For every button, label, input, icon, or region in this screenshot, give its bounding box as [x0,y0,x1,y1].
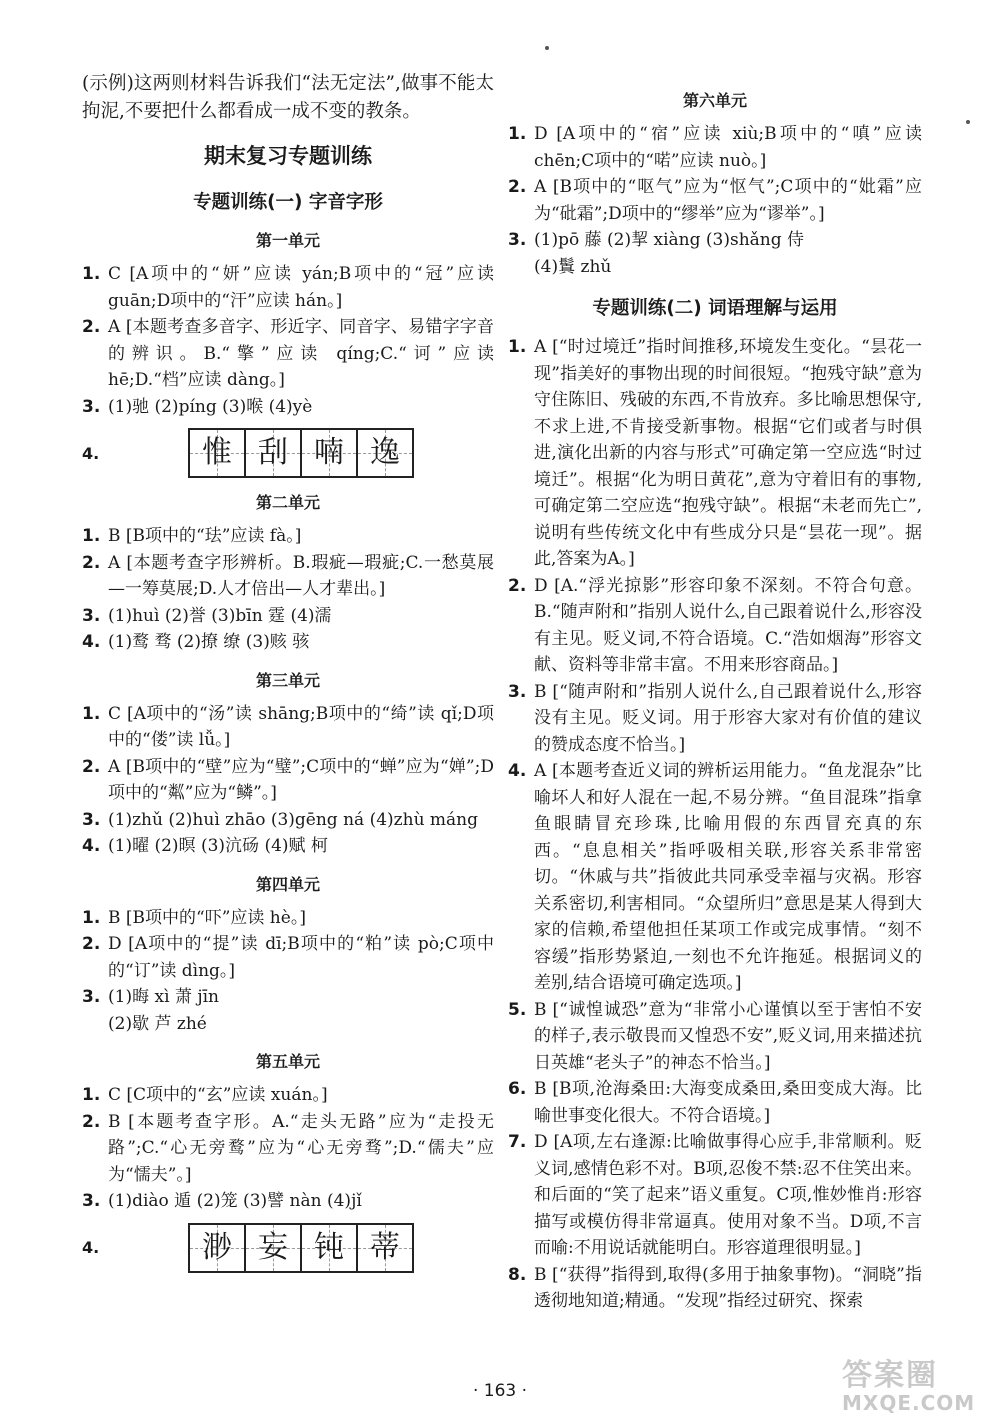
list-item: 4. (1)鹜 骛 (2)撩 缭 (3)赅 骇 [82,632,310,652]
unit-heading-6: 第六单元 [682,91,747,110]
list-item: 1. C [C项中的“玄”应读 xuán。] [82,1085,328,1105]
char-grid-row-1: 4. 惟 刮 喃 逸 [82,428,494,478]
list-item: 2. D [A.“浮光掠影”形容印象不深刻。不符合句意。B.“随声附和”指别人说什么,自己跟着说什么,形容没有主见。贬义词,不符合语境。C.“浩如烟海”形容文献、资料等非常丰富。不用来形容商品。] [508,575,922,675]
list-item: 2. A [B项中的“壁”应为“璧”;C项中的“蝉”应为“婵”;D项中的“粼”应为“鳞”。] [82,756,494,803]
unit-heading-1: 第一单元 [255,231,320,250]
intro-paragraph: (示例)这两则材料告诉我们“法无定法”,做事不能太拘泥,不要把什么都看成一成不变的教条。 [82,73,494,122]
list-item: 2. D [A项中的“提”读 dī;B项中的“粕”读 pò;C项中的“订”读 dìng。] [82,934,494,981]
list-item: 4. (1)曜 (2)暝 (3)沆砀 (4)赋 柯 [82,836,328,856]
list-item: 2. B [本题考查字形。A.“走头无路”应为“走投无路”;C.“心无旁鹜”应为“心无旁骛”;D.“儒夫”应为“懦夫”。] [82,1111,494,1185]
list-item: 1. B [B项中的“珐”应读 fà。] [82,526,302,546]
speck-dot [545,46,549,50]
grid-cell: 妄 [246,1223,302,1273]
char-grid-row-2: 4. 渺 妄 钝 蒂 [82,1223,494,1273]
grid-cell: 钝 [302,1223,358,1273]
list-item: 6. B [B项,沧海桑田:大海变成桑田,桑田变成大海。比喻世事变化很大。不符合语境。] [508,1079,922,1126]
unit-heading-2: 第二单元 [255,493,320,512]
list-item: 1. B [B项中的“吓”应读 hè。] [82,907,306,928]
right-column [508,88,922,1315]
page-title: 期末复习专题训练 [204,144,372,168]
list-item: 2. A [本题考查多音字、形近字、同音字、易错字字音的辨识。B.“擎”应读 qíng;C.“诃”应读 hē;D.“档”应读 dàng。] [82,317,494,390]
list-item: 4. A [本题考查近义词的辨析运用能力。“鱼龙混杂”比喻坏人和好人混在一起,不易分辨。“鱼目混珠”指拿鱼眼睛冒充珍珠,比喻用假的东西冒充真的东西。“息息相关”指呼吸相关联,形容关系非常密切。“休戚与共”指彼此共同承受幸福与灾祸。形容关系密切,利害相同。“众望所归”意思是某人得到大家的信赖,希望他担任某项工作或完成事情。“刻不容缓”指形势紧迫,一刻也不允许拖延。根据词义的差别,结合语境可确定选项。] [508,761,922,993]
list-item: 3. (1)pō 藤 (2)挈 xiàng (3)shǎng 侍 (4)鬒 zhǔ [508,230,805,277]
list-item: 1. A [“时过境迁”指时间推移,环境发生变化。“昙花一现”指美好的事物出现的时间很短。“抱残守缺”意为守住陈旧、残破的东西,不肯放弃。多比喻思想保守,不求上进,不肯接受新事物。根据“它们或者与时俱进,演化出新的内容与形式”可确定第一空应选“时过境迁”。根据“化为明日黄花”,意为守着旧有的事物,可确定第二空应选“抱残守缺”。根据“未老而先亡”,说明有些传统文化中有些成分只是“昙花一现”。据此,答案为A。] [508,337,922,569]
list-item: 8. B [“获得”指得到,取得(多用于抽象事物)。“洞晓”指透彻地知道;精通。“发现”指经过研究、探索 [508,1264,922,1311]
list-item: 1. C [A项中的“汤”读 shāng;B项中的“绮”读 qǐ;D项中的“偻”读 lǚ。] [82,703,494,750]
list-item: 1. C [A项中的“妍”应读 yán;B项中的“冠”应读guān;D项中的“汗”应读 hán。] [82,264,494,311]
unit-heading-5: 第五单元 [255,1052,320,1071]
list-item: 3. (1)huì (2)誉 (3)bīn 霆 (4)濡 [82,605,332,626]
list-item: 5. B [“诚惶诚恐”意为“非常小心谨慎以至于害怕不安的样子,表示敬畏而又惶恐不安”,贬义词,用来描述抗日英雄“老头子”的神态不恰当。] [508,999,922,1073]
left-column [82,70,494,1281]
grid-cell: 刮 [246,428,302,478]
list-item: 3. (1)zhǔ (2)huì zhāo (3)gēng ná (4)zhù máng [82,809,479,830]
watermark-bottom: MXQE.COM [842,1391,976,1415]
grid-cell: 渺 [188,1223,246,1273]
list-item: 3. (1)diào 遁 (2)笼 (3)譬 nàn (4)jǐ [82,1191,362,1211]
char-grid [188,428,414,478]
section-subtitle-2: 专题训练(二) 词语理解与运用 [592,298,838,319]
unit-heading-4: 第四单元 [255,874,320,894]
list-item: 2. A [本题考查字形辨析。B.瑕疵—瑕疵;C.一愁莫展—一筹莫展;D.人才倍出—人才辈出。] [82,552,494,599]
list-item: 2. A [B项中的“呕气”应为“怄气”;C项中的“妣霜”应为“砒霜”;D项中的“缪举”应为“谬举”。] [508,177,922,224]
char-grid [188,1223,414,1273]
list-item: 3. (1)晦 xì 萧 jīn (2)歇 芦 zhé [82,987,219,1034]
list-item: 3. (1)驰 (2)píng (3)喉 (4)yè [82,396,313,417]
grid-cell: 喃 [302,428,358,478]
grid-cell: 惟 [188,428,246,478]
list-item: 7. D [A项,左右逢源:比喻做事得心应手,非常顺利。贬义词,感情色彩不对。B项,忍俊不禁:忍不住笑出来。和后面的“笑了起来”语义重复。C项,惟妙惟肖:形容描写或模仿得非常逼真。使用对象不当。D项,不言而喻:不用说话就能明白。形容道理很明显。] [508,1132,922,1258]
list-item: 3. B [“随声附和”指别人说什么,自己跟着说什么,形容没有主见。贬义词。用于形容大家对有价值的建议的赞成态度不恰当。] [508,681,922,755]
list-item: 1. D [A项中的“宿”应读 xiù;B项中的“嗔”应读 chēn;C项中的“喏”应读 nuò。] [508,124,922,171]
speck-dot [966,120,970,124]
grid-cell: 逸 [358,428,414,478]
watermark-top: 答案圈 [842,1358,938,1393]
unit-heading-3: 第三单元 [255,670,320,690]
grid-cell: 蒂 [358,1223,414,1273]
watermark-logo [842,1360,984,1418]
section-subtitle-1: 专题训练(一) 字音字形 [193,192,383,213]
page-number: · 163 · [472,1381,528,1401]
